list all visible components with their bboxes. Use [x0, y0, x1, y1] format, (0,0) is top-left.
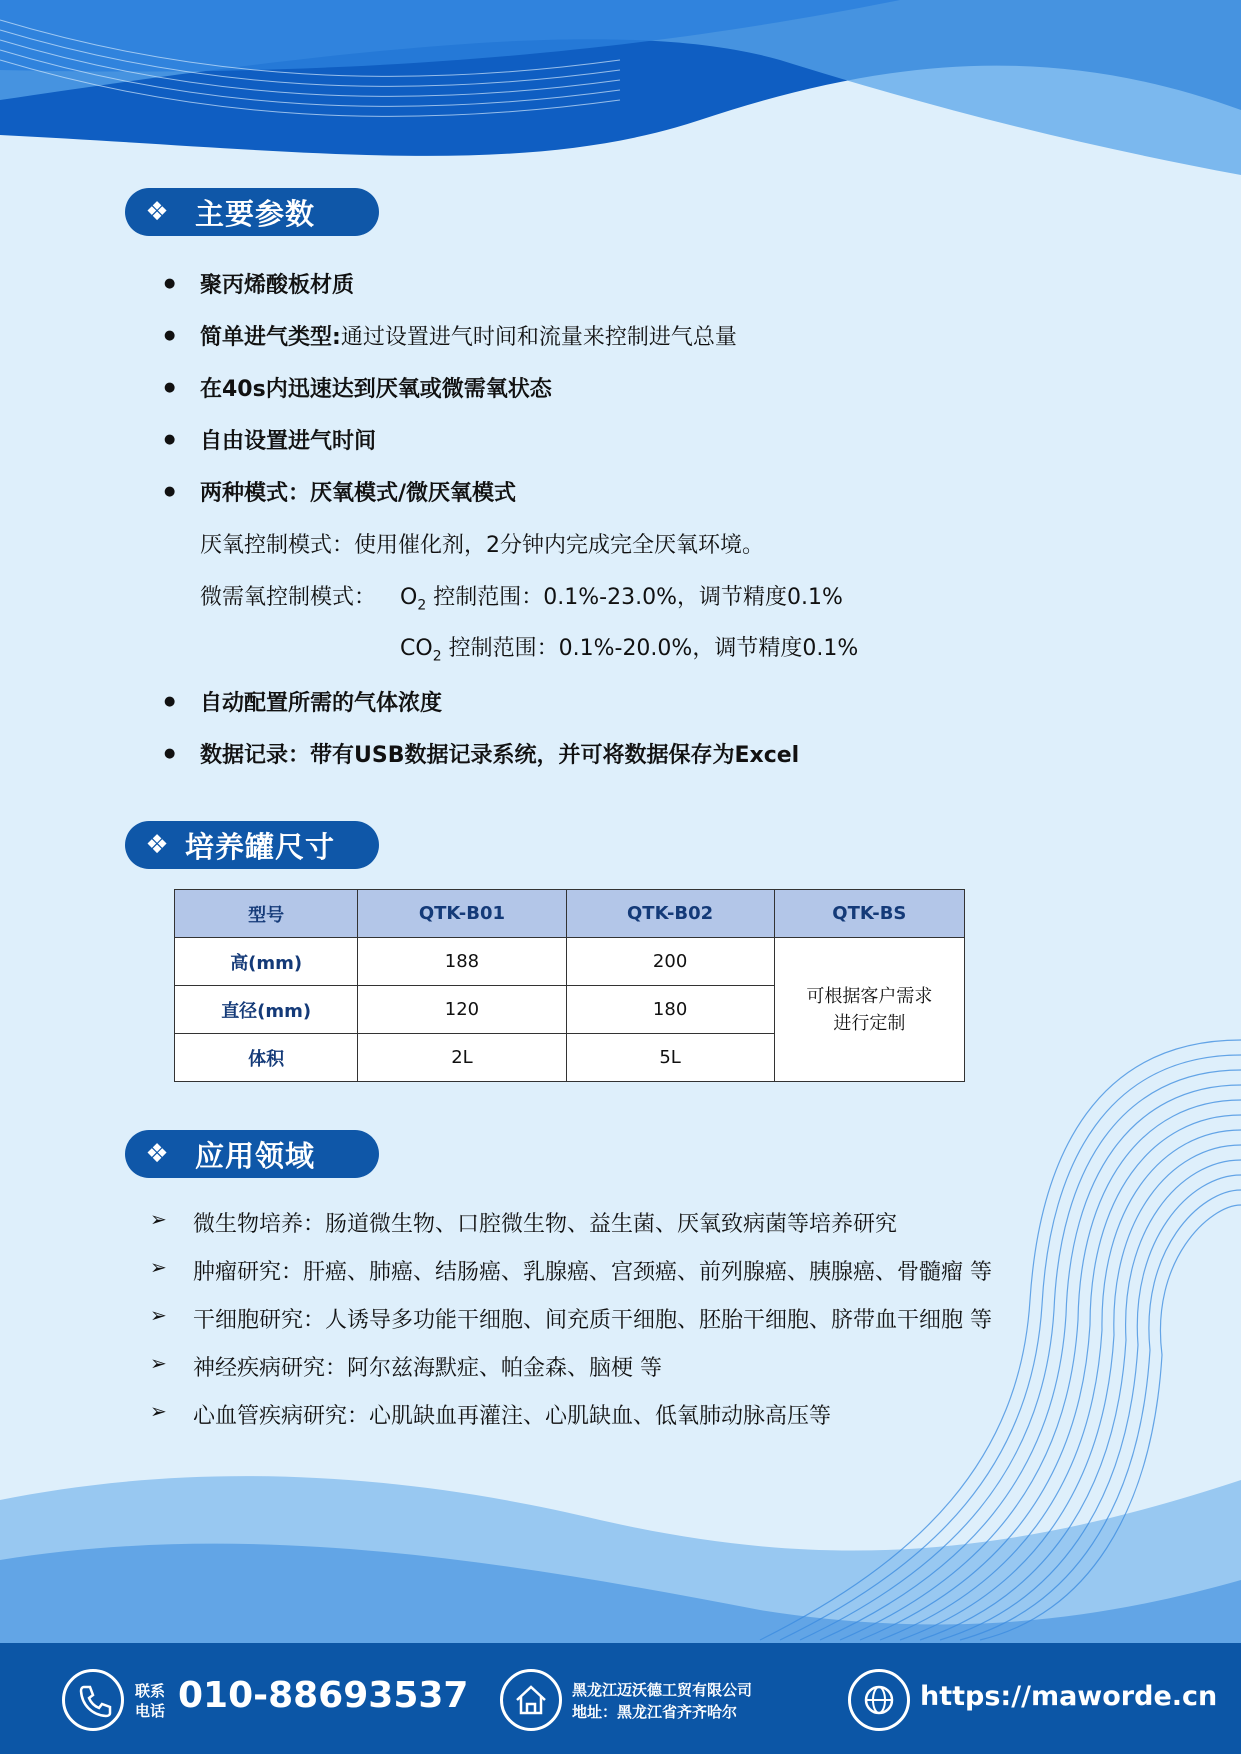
- section-header-params: [125, 188, 379, 236]
- diamond-cluster-icon: ❖: [145, 1139, 169, 1169]
- co2-range-text: [400, 631, 858, 664]
- o2-range-text: [400, 580, 843, 613]
- o2-symbol: O: [400, 585, 418, 610]
- arrow-right-icon: ➢: [150, 1303, 167, 1327]
- spec-table: [174, 889, 965, 1082]
- contact-label: [135, 1681, 165, 1721]
- list-item: 神经疾病研究：阿尔兹海默症、帕金森、脑梗 等: [193, 1356, 662, 1381]
- globe-icon: [848, 1669, 910, 1731]
- micro-mode-label: 微需氧控制模式：: [200, 585, 377, 610]
- table-cell: 188: [358, 938, 566, 986]
- table-row: [175, 938, 965, 986]
- phone-icon: [62, 1669, 124, 1731]
- company-address: 地址：黑龙江省齐齐哈尔: [572, 1703, 738, 1721]
- contact-label-line: 电话: [135, 1702, 166, 1720]
- table-header-cell: 型号: [175, 890, 358, 938]
- param-item: [200, 320, 737, 351]
- contact-label-line: 联系: [135, 1682, 166, 1700]
- table-cell: 120: [358, 986, 566, 1034]
- house-icon: [500, 1669, 562, 1731]
- o2-range: 控制范围：0.1%-23.0%，调节精度0.1%: [433, 585, 843, 610]
- co2-subscript: 2: [432, 648, 442, 665]
- dot-icon: ●: [164, 484, 176, 499]
- dot-icon: ●: [164, 380, 176, 395]
- arrow-right-icon: ➢: [150, 1399, 167, 1423]
- co2-symbol: CO: [400, 636, 433, 661]
- row-label: 体积: [175, 1034, 358, 1082]
- company-info: [572, 1679, 752, 1723]
- param-item: 自动配置所需的气体浓度: [200, 691, 443, 716]
- param-item-text: 通过设置进气时间和流量来控制进气总量: [340, 325, 737, 350]
- dot-icon: ●: [164, 328, 176, 343]
- custom-note-cell: [774, 938, 964, 1082]
- param-item: 在40s内迅速达到厌氧或微需氧状态: [200, 377, 552, 402]
- row-label: 直径(mm): [175, 986, 358, 1034]
- dot-icon: ●: [164, 276, 176, 291]
- arrow-right-icon: ➢: [150, 1351, 167, 1375]
- list-item: 干细胞研究：人诱导多功能干细胞、间充质干细胞、胚胎干细胞、脐带血干细胞 等: [193, 1308, 992, 1333]
- arrow-right-icon: ➢: [150, 1207, 167, 1231]
- param-item-label: 简单进气类型:: [200, 325, 341, 350]
- section-header-apps: [125, 1130, 379, 1178]
- table-header-row: [175, 890, 965, 938]
- diamond-cluster-icon: ❖: [145, 830, 169, 860]
- row-label: 高(mm): [175, 938, 358, 986]
- diamond-cluster-icon: ❖: [145, 197, 169, 227]
- footer-bar: [0, 1643, 1241, 1754]
- anaerobic-mode-text: 厌氧控制模式：使用催化剂，2分钟内完成完全厌氧环境。: [200, 533, 764, 558]
- website-link[interactable]: https://maworde.cn: [920, 1681, 1218, 1712]
- list-item: 心血管疾病研究：心肌缺血再灌注、心肌缺血、低氧肺动脉高压等: [193, 1404, 832, 1429]
- table-cell: 2L: [358, 1034, 566, 1082]
- table-header-cell: QTK-B01: [358, 890, 566, 938]
- custom-note-line: 可根据客户需求: [806, 985, 933, 1007]
- o2-subscript: 2: [417, 597, 427, 614]
- dot-icon: ●: [164, 694, 176, 709]
- section-title: 主要参数: [195, 196, 316, 231]
- section-title: 培养罐尺寸: [185, 829, 336, 864]
- param-item: 两种模式：厌氧模式/微厌氧模式: [200, 481, 517, 506]
- dot-icon: ●: [164, 746, 176, 761]
- table-cell: 200: [566, 938, 774, 986]
- param-item: 自由设置进气时间: [200, 429, 377, 454]
- list-item: 微生物培养：肠道微生物、口腔微生物、益生菌、厌氧致病菌等培养研究: [193, 1212, 898, 1237]
- param-item: 聚丙烯酸板材质: [200, 273, 355, 298]
- phone-number[interactable]: 010-88693537: [178, 1675, 469, 1716]
- section-title: 应用领域: [195, 1138, 316, 1173]
- table-header-cell: QTK-B02: [566, 890, 774, 938]
- param-item: 数据记录：带有USB数据记录系统，并可将数据保存为Excel: [200, 743, 800, 768]
- company-name: 黑龙江迈沃德工贸有限公司: [572, 1681, 753, 1699]
- section-header-size: [125, 821, 379, 869]
- table-cell: 180: [566, 986, 774, 1034]
- co2-range: 控制范围：0.1%-20.0%，调节精度0.1%: [448, 636, 859, 661]
- list-item: 肿瘤研究：肝癌、肺癌、结肠癌、乳腺癌、宫颈癌、前列腺癌、胰腺癌、骨髓瘤 等: [193, 1260, 992, 1285]
- arrow-right-icon: ➢: [150, 1255, 167, 1279]
- custom-note-line: 进行定制: [833, 1012, 906, 1034]
- dot-icon: ●: [164, 432, 176, 447]
- table-cell: 5L: [566, 1034, 774, 1082]
- table-header-cell: QTK-BS: [774, 890, 964, 938]
